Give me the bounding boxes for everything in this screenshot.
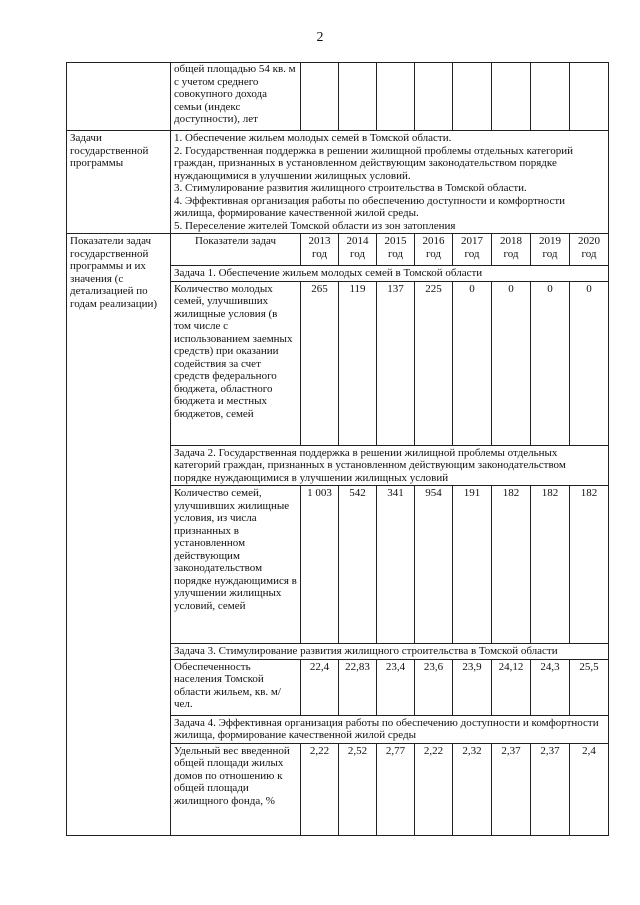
indicators-header-row <box>67 234 609 266</box>
empty-value-cell <box>301 63 339 131</box>
indicator-value: 542 <box>339 486 377 644</box>
indicator-name: Удельный вес введенной общей площади жилых домов по отношению к общей площади жилищного фонда, % <box>171 743 301 835</box>
indicator-name: Количество семей, улучшивших жилищные условия, из числа признанных в установленном действующим законодательством порядке нуждающимися в улучшении жилищных условий, семей <box>171 486 301 644</box>
indicator-value: 22,83 <box>339 659 377 715</box>
indicator-value: 2,22 <box>301 743 339 835</box>
task-item: 4. Эффективная организация работы по обеспечению доступности и комфортности жилища, формирование качественной жилой среды. <box>174 194 566 219</box>
year-header: 2016 год <box>415 234 453 266</box>
task-item: 3. Стимулирование развития жилищного строительства в Томской области. <box>174 182 527 194</box>
indicator-name: Количество молодых семей, улучшивших жилищные условия (в том числе с использованием заемных средств) при оказании содействия за счет средств федерального бюджета, областного бюджета и местных бюджетов, семей <box>171 281 301 445</box>
empty-value-cell <box>492 63 531 131</box>
indicator-value: 341 <box>377 486 415 644</box>
empty-value-cell <box>570 63 609 131</box>
empty-value-cell <box>377 63 415 131</box>
indicator-value: 2,22 <box>415 743 453 835</box>
indicators-label: Показатели задач государственной программы и их значения (с детализацией по годам реализации) <box>67 234 171 836</box>
indicator-value: 23,4 <box>377 659 415 715</box>
tasks-row <box>67 131 609 234</box>
continuation-row <box>67 63 609 131</box>
empty-value-cell <box>531 63 570 131</box>
indicator-value: 182 <box>570 486 609 644</box>
indicator-value: 0 <box>531 281 570 445</box>
year-header: 2020 год <box>570 234 609 266</box>
task-item: 2. Государственная поддержка в решении жилищной проблемы отдельных категорий граждан, признанных в установленном действующим законодательством порядке нуждающимися в улучшении жилищных условий. <box>174 144 574 182</box>
indicator-name: Обеспеченность населения Томской области жильем, кв. м/чел. <box>171 659 301 715</box>
program-passport-table <box>66 62 609 836</box>
indicator-value: 1 003 <box>301 486 339 644</box>
indicators-column-caption: Показатели задач <box>171 234 301 266</box>
indicator-value: 2,37 <box>531 743 570 835</box>
year-header: 2013 год <box>301 234 339 266</box>
task-heading: Задача 4. Эффективная организация работы по обеспечению доступности и комфортности жилища, формирование качественной жилой среды <box>171 715 609 743</box>
indicator-value: 2,77 <box>377 743 415 835</box>
indicator-value: 2,4 <box>570 743 609 835</box>
task-heading: Задача 3. Стимулирование развития жилищного строительства в Томской области <box>171 644 609 660</box>
task-heading: Задача 2. Государственная поддержка в решении жилищной проблемы отдельных категорий граждан, признанных в установленном действующим законодательством порядке нуждающимися в улучшении жилищных условий <box>171 445 609 486</box>
tasks-label: Задачи государственной программы <box>67 131 171 234</box>
empty-value-cell <box>339 63 377 131</box>
page-number: 2 <box>316 30 324 45</box>
indicator-value: 182 <box>531 486 570 644</box>
indicator-value: 137 <box>377 281 415 445</box>
continuation-indicator-text: общей площадью 54 кв. м с учетом среднего совокупного дохода семьи (индекс доступности), лет <box>171 63 301 131</box>
indicator-value: 23,9 <box>453 659 492 715</box>
indicator-value: 0 <box>570 281 609 445</box>
indicator-value: 225 <box>415 281 453 445</box>
task-item: 5. Переселение жителей Томской области из зон затопления <box>174 219 456 232</box>
indicator-value: 0 <box>492 281 531 445</box>
indicator-value: 954 <box>415 486 453 644</box>
empty-label-cell <box>67 63 171 131</box>
indicator-value: 23,6 <box>415 659 453 715</box>
indicator-value: 0 <box>453 281 492 445</box>
empty-value-cell <box>415 63 453 131</box>
indicator-value: 2,37 <box>492 743 531 835</box>
task-heading: Задача 1. Обеспечение жильем молодых семей в Томской области <box>171 266 609 282</box>
indicator-value: 25,5 <box>570 659 609 715</box>
year-header: 2019 год <box>531 234 570 266</box>
indicator-value: 191 <box>453 486 492 644</box>
year-header: 2015 год <box>377 234 415 266</box>
indicator-value: 2,32 <box>453 743 492 835</box>
indicator-value: 119 <box>339 281 377 445</box>
indicator-value: 265 <box>301 281 339 445</box>
empty-value-cell <box>453 63 492 131</box>
indicator-value: 2,52 <box>339 743 377 835</box>
tasks-list <box>171 131 609 234</box>
task-item: 1. Обеспечение жильем молодых семей в Томской области. <box>174 132 452 144</box>
indicator-value: 24,3 <box>531 659 570 715</box>
indicator-value: 24,12 <box>492 659 531 715</box>
year-header: 2014 год <box>339 234 377 266</box>
indicator-value: 22,4 <box>301 659 339 715</box>
indicator-value: 182 <box>492 486 531 644</box>
year-header: 2018 год <box>492 234 531 266</box>
year-header: 2017 год <box>453 234 492 266</box>
